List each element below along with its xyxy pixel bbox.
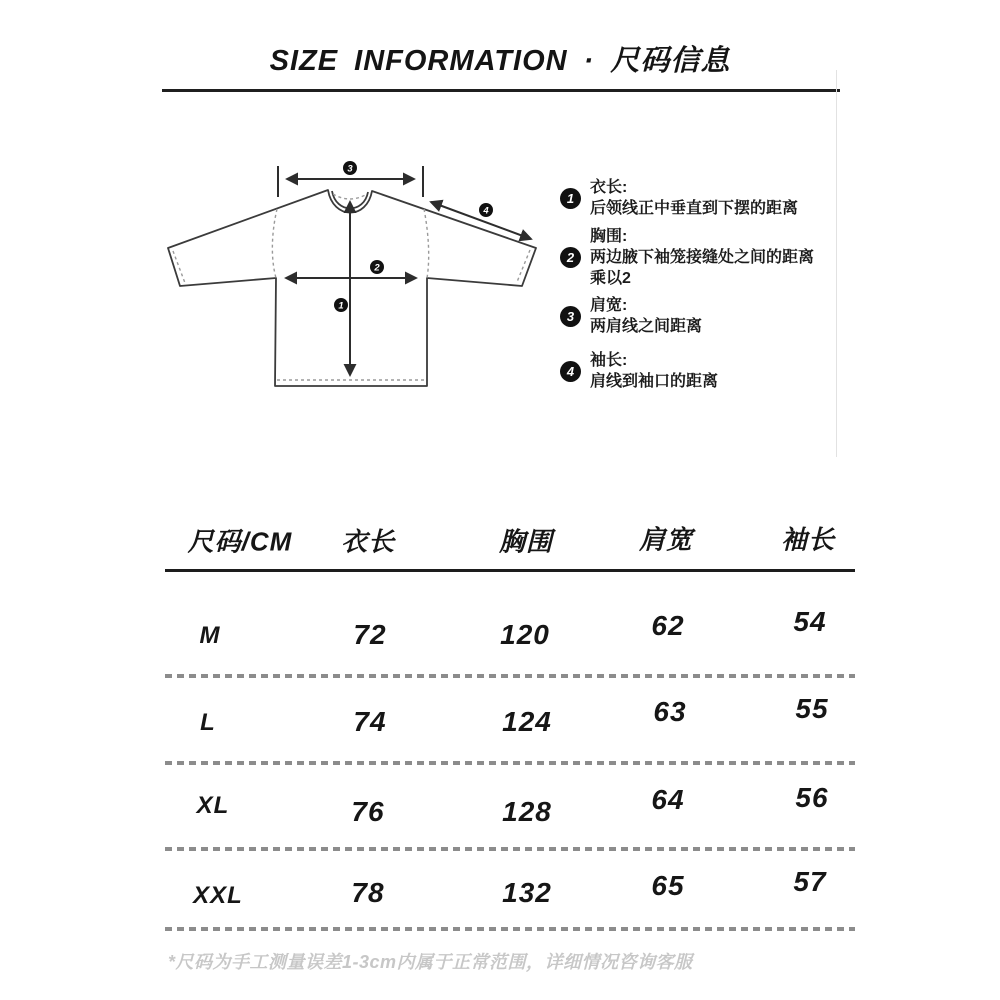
- legend-item-sleeve: [560, 350, 718, 392]
- row-separator-4: [165, 927, 855, 931]
- legend-term-4: 袖长:: [590, 352, 628, 369]
- legend-badge-4: 4: [560, 361, 581, 382]
- row-xl-size: XL: [196, 792, 230, 819]
- col-header-length: 衣长: [340, 526, 396, 557]
- row-m-length: 72: [353, 619, 387, 650]
- legend-desc-3: 两肩线之间距离: [590, 318, 703, 335]
- row-xl-chest: 128: [502, 796, 552, 827]
- legend-term-2: 胸围:: [590, 228, 628, 245]
- row-l-chest: 124: [502, 706, 552, 737]
- row-xxl-shoulder: 65: [651, 870, 685, 901]
- col-header-shoulder: 肩宽: [638, 524, 694, 555]
- row-m-size: M: [199, 622, 221, 649]
- back-neck-seam: [333, 194, 367, 199]
- legend-term-1: 衣长:: [590, 179, 628, 196]
- col-header-sleeve: 袖长: [780, 524, 836, 555]
- footnote: *尺码为手工测量误差1-3cm内属于正常范围，详细情况咨询客服: [168, 952, 693, 972]
- legend-badge-2: 2: [560, 247, 581, 268]
- badge-2-number: 2: [374, 262, 380, 274]
- badge-3-number: 3: [347, 163, 353, 175]
- row-m-chest: 120: [500, 619, 550, 650]
- row-l-shoulder: 63: [653, 696, 687, 727]
- title-underline: [162, 89, 840, 92]
- row-xxl-length: 78: [351, 877, 385, 908]
- row-l-size: L: [200, 709, 216, 736]
- page-title: SIZE INFORMATION · 尺码信息: [269, 45, 731, 77]
- row-m-shoulder: 62: [651, 610, 685, 641]
- row-m-sleeve: 54: [793, 606, 827, 637]
- col-header-size: 尺码/CM: [187, 526, 293, 557]
- row-separator-3: [165, 847, 855, 851]
- measurement-legend: [560, 140, 860, 420]
- row-xxl-sleeve: 57: [793, 866, 827, 897]
- legend-badge-1: 1: [560, 188, 581, 209]
- legend-desc-2b: 乘以2: [590, 270, 631, 287]
- legend-desc-4: 肩线到袖口的距离: [590, 373, 719, 390]
- header-rule: [165, 569, 855, 572]
- garment-diagram: [140, 140, 560, 410]
- legend-desc-2a: 两边腋下袖笼接缝处之间的距离: [590, 249, 815, 266]
- badge-1-number: 1: [338, 300, 344, 312]
- row-xxl-size: XXL: [193, 882, 243, 909]
- legend-item-shoulder: [560, 295, 702, 337]
- row-xl-shoulder: 64: [651, 784, 685, 815]
- row-separator-1: [165, 674, 855, 678]
- col-header-chest: 胸围: [498, 526, 554, 557]
- legend-item-chest: [560, 226, 814, 289]
- row-separator-2: [165, 761, 855, 765]
- row-l-length: 74: [353, 706, 387, 737]
- row-xl-sleeve: 56: [795, 782, 829, 813]
- row-xl-length: 76: [351, 796, 385, 827]
- legend-desc-1: 后领线正中垂直到下摆的距离: [590, 200, 799, 217]
- row-xxl-chest: 132: [502, 877, 552, 908]
- legend-item-garment-length: [560, 177, 798, 219]
- badge-4-number: 4: [483, 205, 489, 217]
- row-l-sleeve: 55: [795, 693, 829, 724]
- legend-term-3: 肩宽:: [590, 297, 628, 314]
- legend-badge-3: 3: [560, 306, 581, 327]
